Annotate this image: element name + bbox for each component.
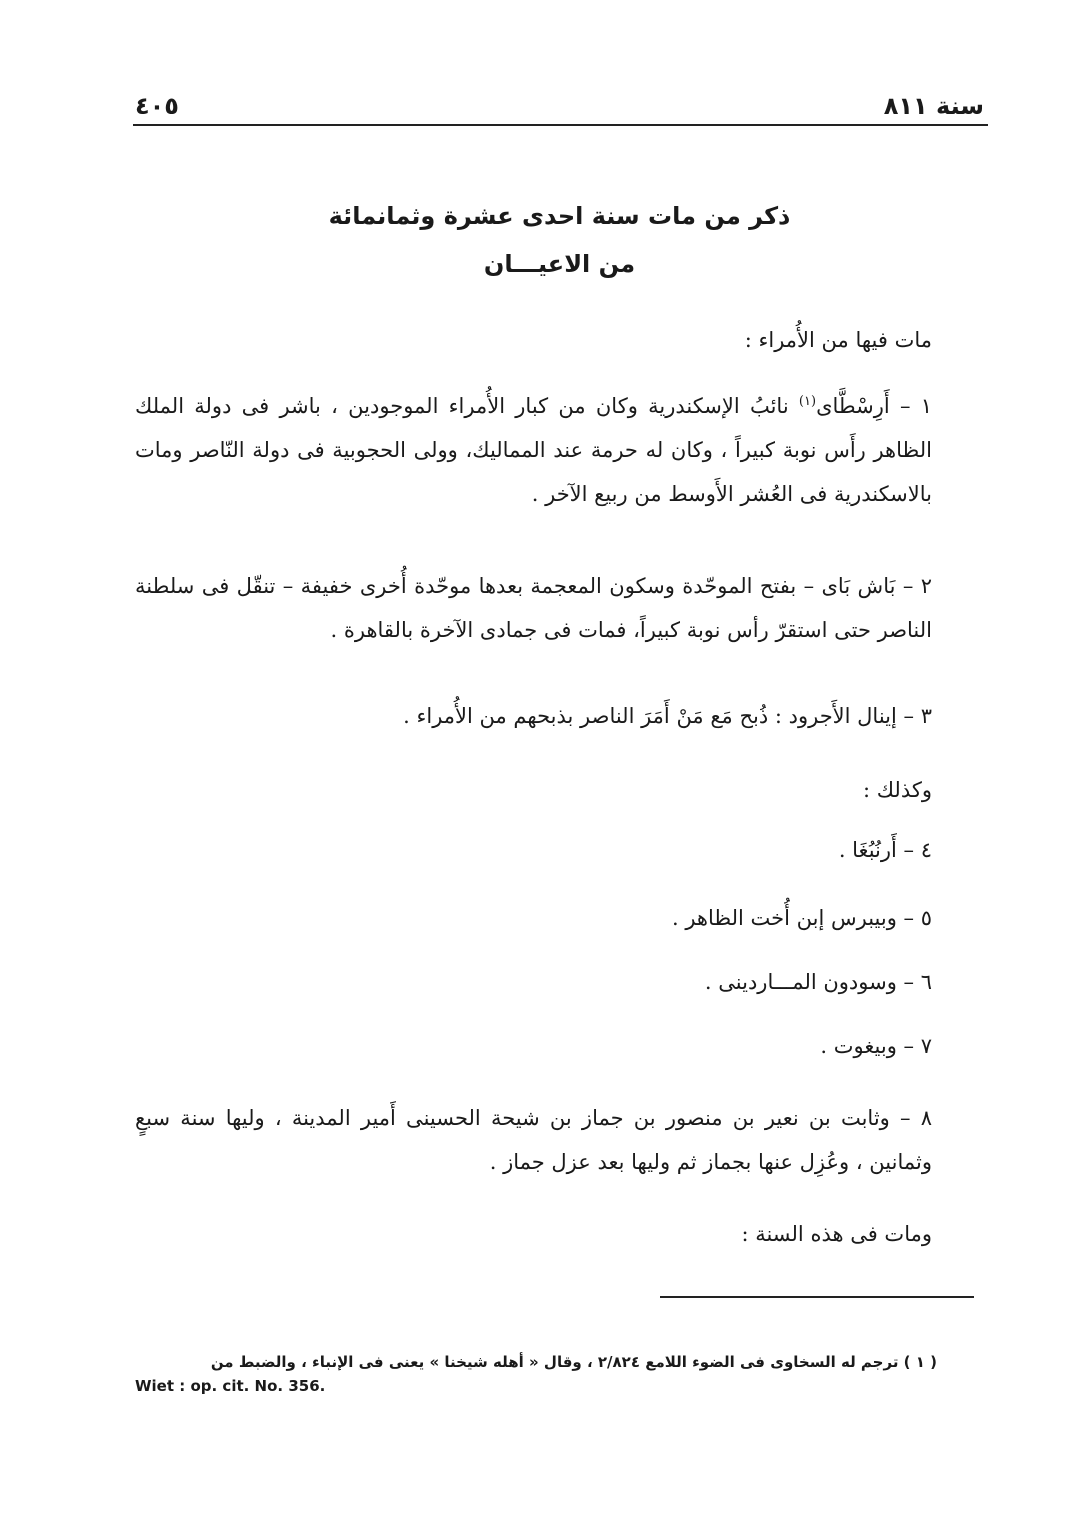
- entry-number: ٦ –: [903, 970, 932, 994]
- entry-7: [135, 1024, 932, 1068]
- entry-number: ٣ –: [903, 704, 932, 728]
- footnote-rule: [660, 1296, 974, 1298]
- entry-text: وبيبرس إبن أُخت الظاهر .: [671, 906, 904, 930]
- entry-number: ٨ –: [900, 1106, 932, 1130]
- section-title-line-2: من الاعيـــان: [483, 250, 636, 278]
- header-year-label: سنة ٨١١: [883, 92, 984, 120]
- page-number: ٤٠٥: [135, 92, 179, 120]
- entry-text: وكذلك :: [862, 778, 932, 802]
- entry-8: [135, 1096, 932, 1184]
- entry-6: [135, 960, 932, 1004]
- entry-4: [135, 828, 932, 872]
- entry-number: ٢ –: [902, 574, 932, 598]
- entry-5: [135, 896, 932, 940]
- entry-number: ٧ –: [903, 1034, 932, 1058]
- running-header: [135, 84, 984, 120]
- entry-3: [135, 694, 932, 738]
- entry-number: ٥ –: [903, 906, 932, 930]
- also-line: [135, 768, 932, 812]
- closing-paragraph: ومات فى هذه السنة :: [741, 1222, 932, 1246]
- section-title-line-1: ذكر من مات سنة احدى عشرة وثمانمائة: [328, 202, 791, 230]
- entry-text: وسودون المـــاردينى .: [704, 970, 904, 994]
- entry-text: وثابت بن نعير بن منصور بن جماز بن شيحة الحسينى أَمير المدينة ، وليها سنة سبعٍ وثمانين ، وعُزِل عنها بجماز ثم وليها بعد عزل جماز .: [135, 1106, 932, 1174]
- entry-1: [135, 380, 932, 516]
- entry-number: ٤ –: [903, 838, 932, 862]
- entry-text: أَرِسْطَّاى: [816, 394, 900, 418]
- entry-text: بَاش بَاى – بفتح الموحّدة وسكون المعجمة بعدها موحّدة أُخرى خفيفة – تنقّل فى سلطنة الناصر حتى استقرّ رأس نوبة كبيراً، فمات فى جمادى الآخرة بالقاهرة .: [135, 574, 932, 642]
- intro-paragraph: مات فيها من الأُمراء :: [744, 328, 932, 352]
- footnote: [135, 1350, 937, 1398]
- footnote-ref: (١): [798, 394, 817, 409]
- section-heading: [135, 192, 984, 288]
- header-rule: [133, 124, 988, 126]
- entry-text: إينال الأَجرود : ذُبح مَع مَنْ أَمَرَ الناصر بذبحهم من الأُمراء .: [403, 704, 904, 728]
- footnote-arabic-text: ( ١ ) ترجم له السخاوى فى الضوء اللامع ٢/٨٢٤ ، وقال « أهله شيخنا » يعنى فى الإنباء ، والضبط من: [210, 1353, 937, 1371]
- footnote-latin-text: Wiet : op. cit. No. 356.: [135, 1377, 326, 1395]
- entry-text: وبيغوت .: [820, 1034, 904, 1058]
- entry-text: نائبُ الإسكندرية وكان من كبار الأُمراء الموجودين ، باشر فى دولة الملك الظاهر رأَس نوبة كبيراً ، وكان له حرمة عند المماليك، وولى الحجوبية فى دولة النّاصر ومات بالاسكندرية فى العُشر الأَوسط من ربيع الآخر .: [135, 394, 932, 506]
- entry-2: [135, 564, 932, 652]
- entry-text: أَرنُبُغَا .: [838, 838, 904, 862]
- entry-number: ١ –: [899, 394, 932, 418]
